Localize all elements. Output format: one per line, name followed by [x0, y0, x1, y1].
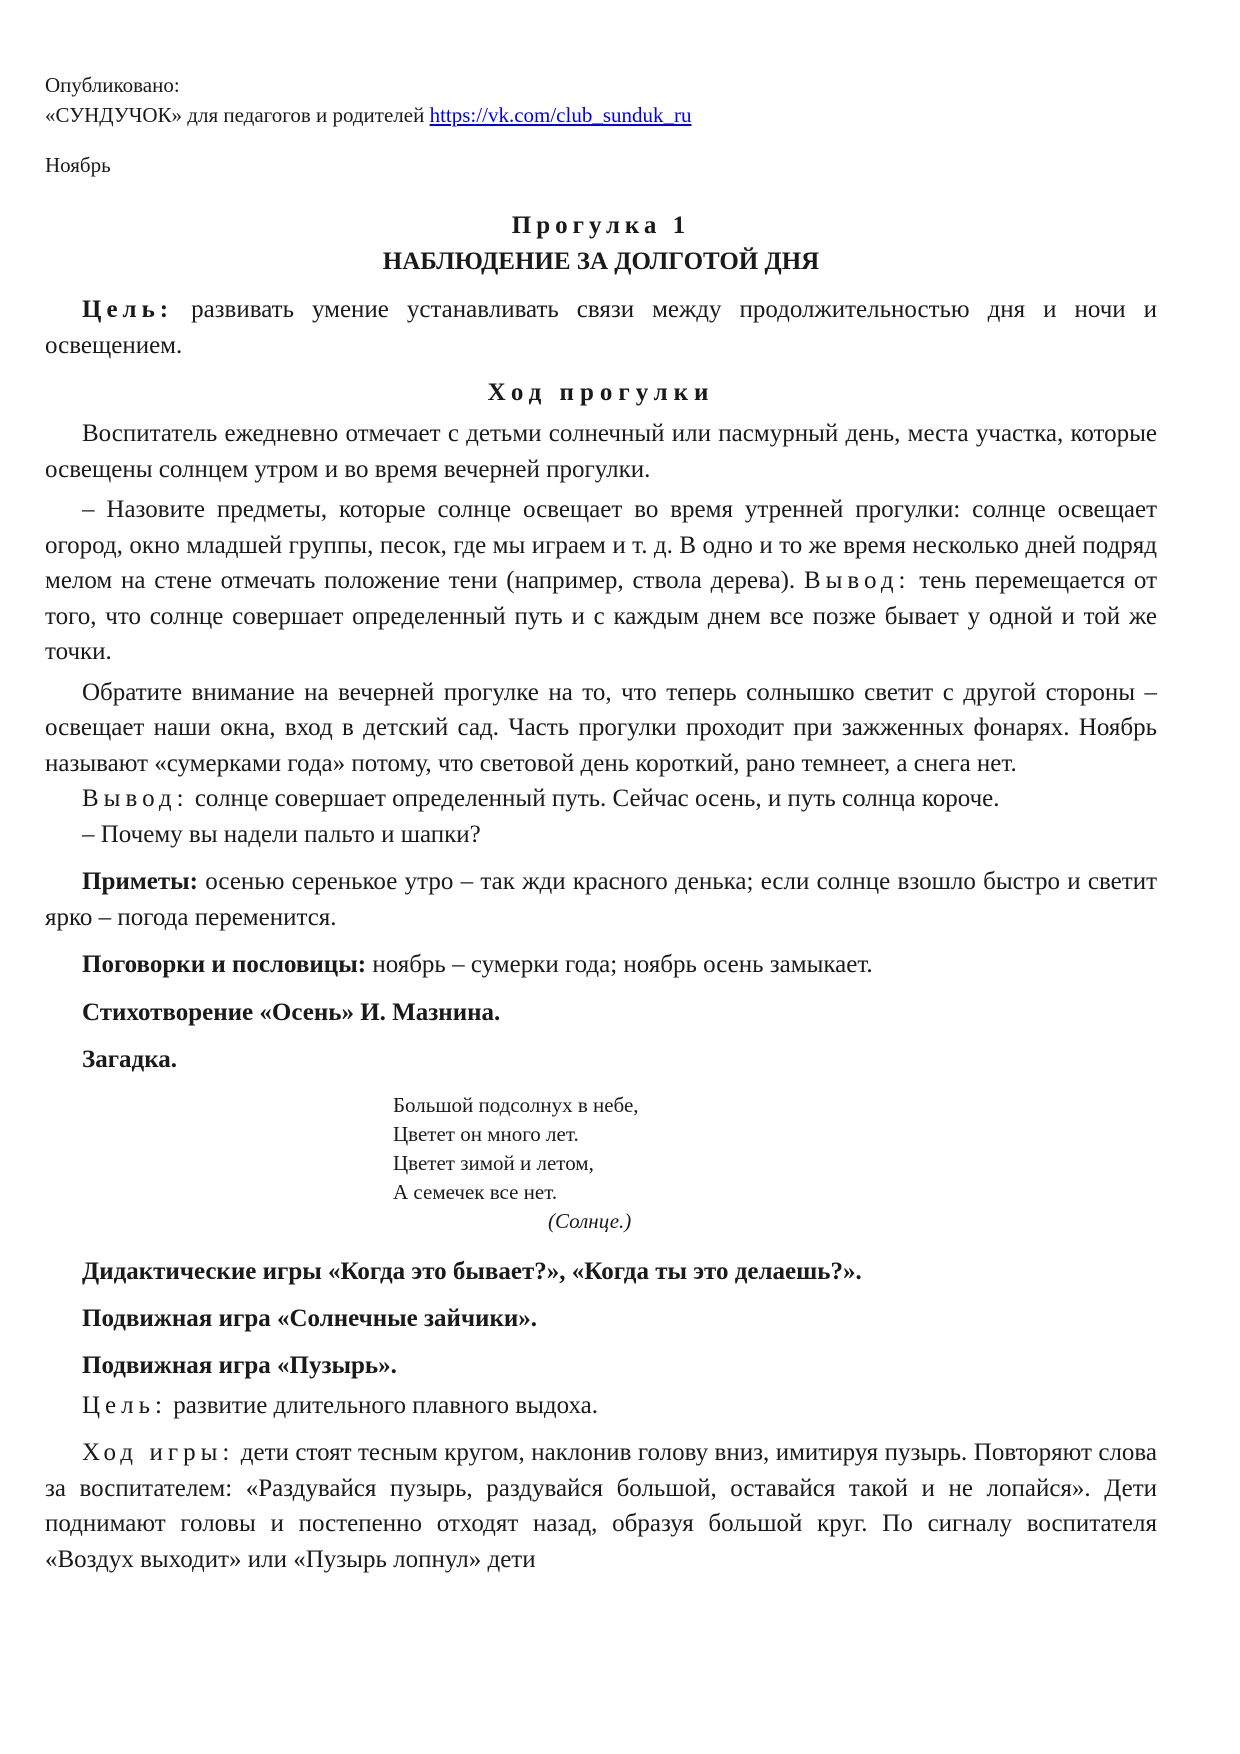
riddle-line: А семечек все нет.: [393, 1179, 558, 1204]
document-page: [45, 70, 1157, 1577]
signs-paragraph: [45, 864, 1157, 935]
course-paragraph-2-text-a: – Назовите предметы, которые солнце освещает во время утренней прогулки: солнце освещает огород, окно младшей группы, песок, где мы играем и т. д. В одно и то же время несколько дней подряд мелом на стене отмечать положение тени (например, ствола дерева).: [45, 496, 1157, 594]
riddle-line: Цветет зимой и летом,: [393, 1150, 594, 1175]
sayings-label: Поговорки и пословицы:: [82, 951, 367, 978]
riddle-line: Цветет он много лет.: [393, 1121, 579, 1146]
game-description: [45, 1388, 1157, 1578]
signs-label: Приметы:: [82, 868, 199, 895]
walk-title: НАБЛЮДЕНИЕ ЗА ДОЛГОТОЙ ДНЯ: [382, 248, 820, 275]
riddle-answer: (Солнце.): [548, 1208, 632, 1233]
active-game-1: Подвижная игра «Солнечные зайчики».: [82, 1304, 538, 1332]
poem-line: Стихотворение «Осень» И. Мазнина.: [82, 998, 501, 1026]
course-paragraph-5: – Почему вы надели пальто и шапки?: [82, 820, 481, 848]
goal-label: Цель:: [82, 296, 174, 323]
month-label: Ноябрь: [45, 153, 111, 177]
goal-paragraph: [45, 292, 1157, 363]
walk-title-block: [45, 208, 1157, 280]
course-paragraph-2-text-b: тень перемещается от того, что солнце совершает определенный путь и с каждым днем все позже бывает у одной и той же точки.: [45, 567, 1157, 665]
course-paragraph-4: [45, 781, 1157, 817]
game-goal-text: развитие длительного плавного выдоха.: [166, 1391, 599, 1419]
source-link[interactable]: https://vk.com/club_sunduk_ru: [429, 103, 692, 127]
walk-body: [45, 292, 1157, 983]
active-game-2: Подвижная игра «Пузырь».: [82, 1351, 397, 1379]
course-paragraph-1: Воспитатель ежедневно отмечает с детьми солнечный или пасмурный день, места участка, которые освещены солнцем утром и во время вечерней прогулки.: [45, 420, 1157, 483]
game-course-text: дети стоят тесным кругом, наклонив голову вниз, имитируя пузырь. Повторяют слова за воспитателем: «Раздувайся пузырь, раздувайся большой, оставайся такой и не лопайся». Дети поднимают головы и постепенно отходят назад, образуя большой круг. По сигналу воспитателя «Воздух выходит» или «Пузырь лопнул» дети: [45, 1439, 1157, 1573]
published-label: Опубликовано:: [45, 73, 180, 97]
publication-header: [45, 70, 1157, 180]
riddle-verse: [45, 1091, 1157, 1207]
goal-text: развивать умение устанавливать связи между продолжительностью дня и ночи и освещением.: [45, 296, 1157, 359]
course-paragraph-3: Обратите внимание на вечерней прогулке на то, что теперь солнышко светит с другой стороны – освещает наши окна, вход в детский сад. Часть прогулки проходит при зажженных фонарях. Ноябрь называют «сумерками года» потому, что световой день короткий, рано темнеет, а снега нет.: [45, 678, 1157, 777]
signs-text: осенью серенькое утро – так жди красного денька; если солнце взошло быстро и светит ярко – погода переменится.: [45, 868, 1157, 931]
course-paragraph-2: [45, 492, 1157, 670]
game-goal-paragraph: [45, 1388, 1157, 1424]
didactic-games: Дидактические игры «Когда это бывает?», «Когда ты это делаешь?».: [82, 1257, 862, 1285]
walk-number: Прогулка 1: [511, 212, 691, 239]
game-goal-label: Цель:: [82, 1391, 167, 1419]
riddle-label: Загадка.: [82, 1045, 177, 1073]
conclusion-label-2: Вывод:: [82, 785, 189, 812]
course-paragraph-4-text: солнце совершает определенный путь. Сейчас осень, и путь солнца короче.: [188, 785, 1000, 812]
sayings-paragraph: [45, 947, 1157, 983]
sayings-text: ноябрь – сумерки года; ноябрь осень замыкает.: [366, 951, 873, 978]
source-line: [45, 100, 1157, 130]
game-course-paragraph: [45, 1435, 1157, 1577]
course-heading: Ход прогулки: [487, 379, 715, 406]
game-course-label: Ход игры:: [82, 1439, 235, 1466]
conclusion-label: Вывод:: [803, 567, 911, 594]
riddle-line: Большой подсолнух в небе,: [393, 1092, 639, 1117]
source-text: «СУНДУЧОК» для педагогов и родителей: [45, 103, 425, 127]
